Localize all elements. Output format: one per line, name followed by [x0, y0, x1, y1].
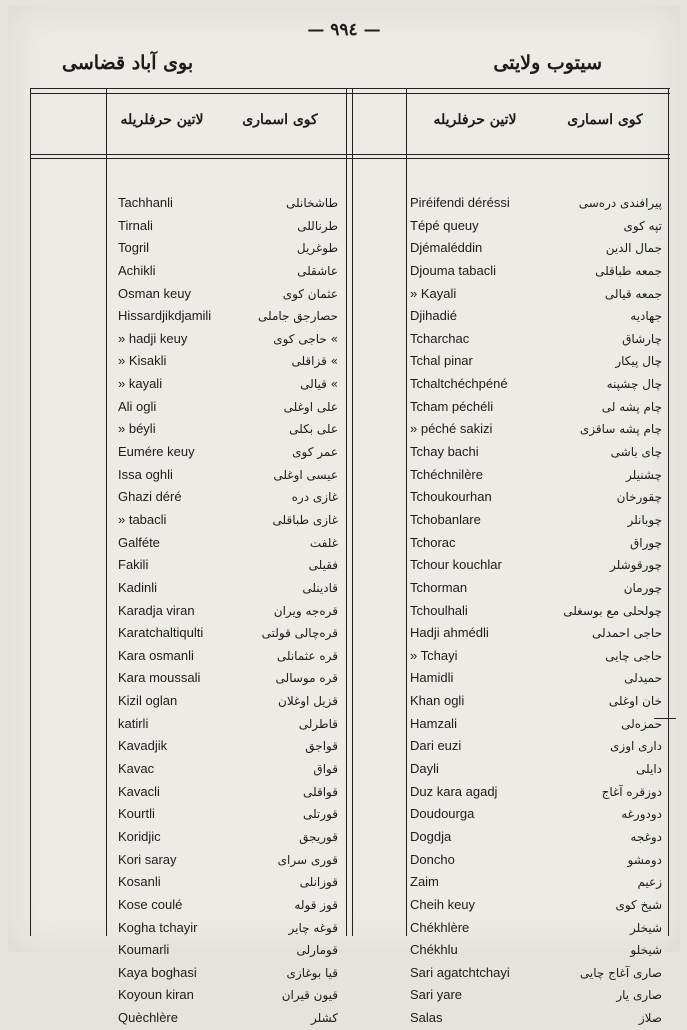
- village-ottoman-name: چشنيلر: [626, 467, 662, 482]
- village-ottoman-name: قواقلى: [303, 784, 338, 799]
- village-ottoman-name: عثمان كوى: [282, 286, 338, 301]
- right-latin-column: [410, 192, 542, 1030]
- table-left-border: [30, 88, 31, 936]
- village-latin-name: Chékhlu: [410, 942, 458, 958]
- village-ottoman-name: قومارلى: [296, 943, 338, 958]
- table-right-border: [668, 88, 669, 936]
- village-ottoman-name: چوراق: [629, 535, 662, 550]
- village-latin-name: Ghazi déré: [118, 489, 182, 505]
- village-latin-name: » hadji keuy: [118, 330, 188, 346]
- village-ottoman-name: دودورغه: [621, 807, 662, 822]
- right-latin-divider: [406, 88, 407, 936]
- village-latin-name: Doudourga: [410, 806, 475, 822]
- village-ottoman-name: حمزەلى: [621, 716, 662, 731]
- village-ottoman-name: قيا بوغازى: [286, 965, 338, 980]
- village-ottoman-name: صارى آغاج چايى: [579, 965, 662, 980]
- province-title: سيتوب ولايتى: [493, 52, 602, 74]
- village-latin-name: Dari euzi: [410, 738, 462, 754]
- village-ottoman-name: قرەجە ويران: [273, 603, 338, 618]
- village-ottoman-name: عمر كوى: [292, 445, 338, 460]
- village-latin-name: Tchoukourhan: [410, 489, 492, 505]
- village-ottoman-name: جمال الدين: [605, 241, 662, 256]
- village-latin-name: Tchobanlare: [410, 511, 481, 527]
- village-latin-name: katirli: [118, 715, 149, 731]
- village-latin-name: Tachhanli: [118, 195, 173, 210]
- village-latin-name: Tépé queuy: [410, 217, 479, 233]
- document-page: [8, 6, 680, 1026]
- village-ottoman-name: قوز قوله: [294, 897, 338, 912]
- village-latin-name: » béyli: [118, 421, 156, 437]
- village-ottoman-name: حاجى چايى: [605, 648, 662, 663]
- village-latin-name: Kavacli: [118, 783, 160, 799]
- village-ottoman-name: طوغريل: [296, 241, 338, 256]
- village-ottoman-name: قوغه چاير: [288, 920, 338, 935]
- village-latin-name: Togril: [118, 240, 150, 256]
- village-latin-name: Piréifendi déréssi: [410, 195, 510, 210]
- village-latin-name: » Kisakli: [118, 353, 167, 369]
- village-ottoman-name: قزيل اوغلان: [278, 694, 338, 709]
- village-ottoman-name: » حاجى كوى: [273, 331, 338, 346]
- village-ottoman-name: چاى باشى: [610, 445, 662, 460]
- village-ottoman-name: عاشقلى: [297, 263, 338, 278]
- village-latin-name: Zaim: [410, 874, 439, 890]
- village-ottoman-name: چورقوشلر: [610, 558, 662, 573]
- village-ottoman-name: فقيلى: [308, 558, 338, 573]
- village-latin-name: Koyoun kiran: [118, 987, 194, 1003]
- table-top-rule: [30, 88, 670, 89]
- village-ottoman-name: چال پيكار: [615, 354, 662, 369]
- village-latin-name: Hissardjikdjamili: [118, 308, 212, 324]
- village-ottoman-name: چال چشپنه: [606, 377, 662, 392]
- village-ottoman-name: حميدلى: [624, 671, 662, 686]
- village-latin-name: Kosanli: [118, 874, 161, 890]
- village-latin-name: Doncho: [410, 851, 455, 867]
- village-latin-name: Ali ogli: [118, 398, 157, 414]
- village-latin-name: Kourtli: [118, 806, 155, 822]
- village-latin-name: Kadinli: [118, 579, 158, 595]
- village-ottoman-name: دارى اوزى: [610, 739, 662, 754]
- village-ottoman-name: غازى دره: [291, 490, 338, 505]
- village-latin-name: Tchaltchéchpéné: [410, 376, 508, 392]
- village-latin-name: Issa oghli: [118, 466, 173, 482]
- left-latin-column: [118, 192, 248, 1030]
- right-latin-header: لاتين حرفلريله: [433, 112, 517, 128]
- village-latin-name: Kose coulé: [118, 896, 183, 912]
- village-latin-name: Kara osmanli: [118, 647, 194, 663]
- village-latin-name: Sari yare: [410, 987, 463, 1003]
- village-latin-name: Tchal pinar: [410, 353, 473, 369]
- village-latin-name: Sari agatchtchayi: [410, 964, 510, 980]
- village-ottoman-name: صارى يار: [616, 988, 662, 1003]
- left-ottoman-header: كوى اسمارى: [242, 112, 318, 128]
- header-bottom-rule-inner: [30, 158, 670, 159]
- village-ottoman-name: چولحلى مع بوسغلى: [563, 603, 662, 618]
- village-ottoman-name: على اوغلى: [283, 399, 338, 414]
- village-ottoman-name: شيخلو: [630, 943, 662, 958]
- village-latin-name: Hadji ahmédli: [410, 625, 489, 641]
- village-latin-name: Tchour kouchlar: [410, 557, 502, 573]
- village-ottoman-name: چارشاق: [622, 331, 662, 346]
- left-latin-header: لاتين حرفلريله: [120, 112, 204, 128]
- village-ottoman-name: قاطرلى: [298, 716, 338, 731]
- village-ottoman-name: قرەچالى قولتى: [261, 626, 338, 641]
- village-ottoman-name: صلاز: [638, 1011, 662, 1026]
- village-ottoman-name: عيسى اوغلى: [273, 467, 338, 482]
- left-ottoman-column: [230, 192, 338, 1030]
- village-latin-name: » tabacli: [118, 511, 167, 527]
- village-latin-name: Tirnali: [118, 217, 153, 233]
- village-latin-name: Dogdja: [410, 828, 452, 844]
- table-top-rule-inner: [30, 93, 670, 94]
- village-latin-name: Dayli: [410, 761, 439, 777]
- right-ottoman-header: كوى اسمارى: [567, 112, 643, 128]
- village-latin-name: Khan ogli: [410, 693, 465, 709]
- village-latin-name: Kara moussali: [118, 670, 201, 686]
- village-ottoman-name: جهاديه: [630, 309, 662, 324]
- village-latin-name: Tcham péchéli: [410, 398, 494, 414]
- village-latin-name: Galféte: [118, 534, 160, 550]
- village-ottoman-name: چام پشه لى: [601, 399, 662, 414]
- village-latin-name: Kavadjik: [118, 738, 168, 754]
- village-latin-name: Hamidli: [410, 670, 454, 686]
- village-latin-name: Tchéchnilère: [410, 466, 483, 482]
- village-ottoman-name: حاجى احمدلى: [592, 626, 662, 641]
- village-ottoman-name: طرناللى: [297, 218, 338, 233]
- village-latin-name: Osman keuy: [118, 285, 191, 301]
- village-ottoman-name: قوزانلى: [299, 875, 338, 890]
- village-ottoman-name: طاشخانلى: [286, 196, 338, 210]
- village-latin-name: Cheih keuy: [410, 896, 476, 912]
- village-ottoman-name: غازى طباقلى: [272, 512, 338, 527]
- page-number: — ٩٩٤ —: [307, 20, 381, 40]
- village-ottoman-name: جمعه قيالى: [604, 286, 662, 301]
- village-ottoman-name: قره عثمانلى: [276, 648, 338, 663]
- village-ottoman-name: على بكلى: [289, 422, 338, 437]
- village-ottoman-name: تپه كوى: [623, 218, 662, 233]
- village-ottoman-name: شيخلر: [629, 920, 662, 935]
- header-bottom-rule: [30, 154, 670, 155]
- village-latin-name: Karadja viran: [118, 602, 195, 618]
- village-latin-name: Tchorman: [410, 579, 468, 595]
- village-ottoman-name: قيون قيران: [281, 988, 338, 1003]
- village-ottoman-name: زعيم: [637, 875, 662, 890]
- village-latin-name: Salas: [410, 1010, 443, 1026]
- village-latin-name: Eumére keuy: [118, 444, 195, 460]
- margin-mark: [654, 718, 676, 719]
- center-divider-inner: [352, 88, 353, 936]
- village-latin-name: Duz kara agadj: [410, 783, 498, 799]
- village-latin-name: Koridjic: [118, 828, 161, 844]
- village-latin-name: Koumarli: [118, 942, 170, 958]
- village-ottoman-name: پيرافندى درەسى: [578, 196, 662, 210]
- village-ottoman-name: قوريجق: [299, 829, 338, 844]
- village-ottoman-name: قواق: [313, 762, 338, 777]
- village-ottoman-name: خان اوغلى: [608, 694, 662, 709]
- village-latin-name: Quèchlère: [118, 1010, 178, 1026]
- village-ottoman-name: دومشو: [627, 852, 662, 867]
- village-ottoman-name: چقورخان: [616, 490, 662, 505]
- village-latin-name: Hamzali: [410, 715, 457, 731]
- village-latin-name: Tchoulhali: [410, 602, 468, 618]
- village-latin-name: Djouma tabacli: [410, 262, 496, 278]
- village-ottoman-name: كشلر: [310, 1011, 338, 1026]
- village-ottoman-name: دايلى: [636, 762, 662, 777]
- village-ottoman-name: شيخ كوى: [615, 897, 662, 912]
- left-latin-divider: [106, 88, 107, 936]
- village-ottoman-name: چورمان: [623, 580, 662, 595]
- village-latin-name: Tchay bachi: [410, 444, 479, 460]
- village-latin-name: Tchorac: [410, 534, 456, 550]
- village-ottoman-name: » قيالى: [300, 377, 338, 392]
- village-latin-name: Kaya boghasi: [118, 964, 197, 980]
- village-latin-name: Kogha tchayir: [118, 919, 198, 935]
- village-ottoman-name: چوبانلر: [627, 512, 662, 527]
- village-latin-name: Karatchaltiqulti: [118, 625, 204, 641]
- village-ottoman-name: قورى سراى: [277, 852, 338, 867]
- village-ottoman-name: قورتلى: [302, 807, 338, 822]
- village-ottoman-name: غلفت: [309, 535, 338, 550]
- village-latin-name: » Kayali: [410, 285, 457, 301]
- village-ottoman-name: » قزاقلى: [291, 354, 338, 369]
- village-ottoman-name: قواجق: [305, 739, 338, 754]
- village-latin-name: Djémaléddin: [410, 240, 483, 256]
- village-ottoman-name: جمعه طباقلى: [595, 263, 662, 278]
- village-ottoman-name: چام پشه ساقزى: [579, 422, 662, 437]
- village-latin-name: » Tchayi: [410, 647, 458, 663]
- village-latin-name: Kizil oglan: [118, 693, 178, 709]
- village-ottoman-name: حصارجق جاملى: [258, 309, 338, 324]
- village-latin-name: » kayali: [118, 376, 163, 392]
- village-table: [30, 88, 670, 1026]
- village-ottoman-name: دوزقره آغاج: [601, 784, 662, 799]
- village-ottoman-name: قره موسالى: [275, 671, 338, 686]
- right-ottoman-column: [546, 192, 662, 1030]
- village-latin-name: Kavac: [118, 761, 155, 777]
- village-ottoman-name: دوغجه: [630, 829, 662, 844]
- village-latin-name: Achikli: [118, 262, 156, 278]
- village-latin-name: Djihadié: [410, 308, 457, 324]
- district-title: بوى آباد قضاسى: [62, 52, 194, 74]
- village-latin-name: Chékhlère: [410, 919, 470, 935]
- village-ottoman-name: قادينلى: [302, 580, 338, 595]
- village-latin-name: Kori saray: [118, 851, 177, 867]
- village-latin-name: Fakili: [118, 557, 149, 573]
- center-divider: [346, 88, 347, 936]
- village-latin-name: » péché sakizi: [410, 421, 493, 437]
- village-latin-name: Tcharchac: [410, 330, 470, 346]
